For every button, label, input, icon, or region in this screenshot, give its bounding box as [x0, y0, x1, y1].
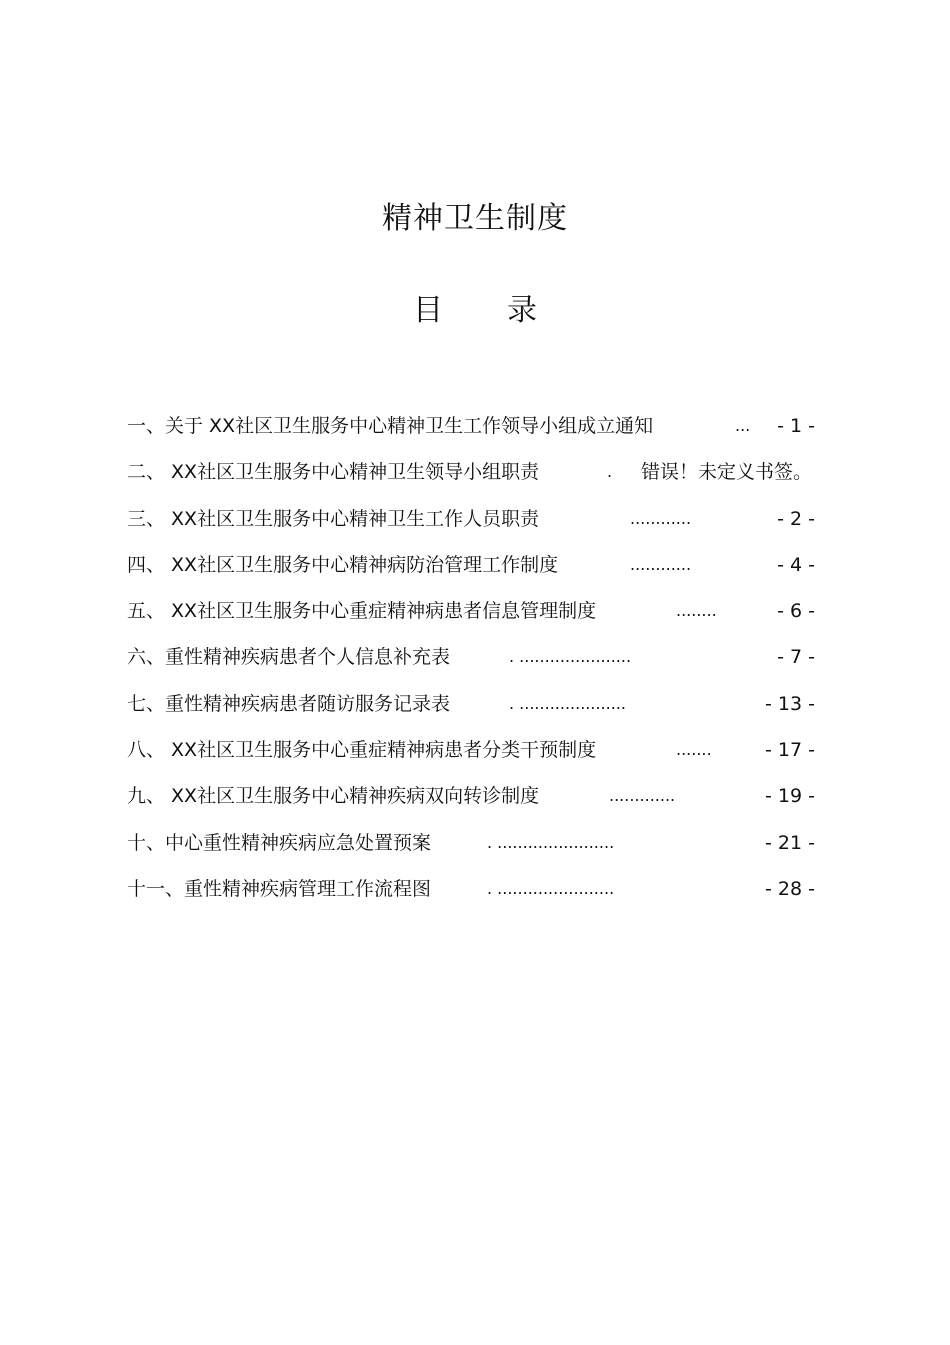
toc-dots-8: .......: [676, 740, 712, 760]
toc-page-6[interactable]: - 7 -: [777, 646, 815, 669]
toc-page-7[interactable]: - 13 -: [765, 692, 815, 715]
toc-list: [0, 405, 950, 914]
toc-heading: [0, 288, 950, 334]
toc-page-2[interactable]: 错误！未定义书签。: [640, 461, 812, 484]
toc-dots-4: ............: [630, 554, 692, 574]
toc-dots-7: . .....................: [509, 693, 626, 713]
toc-dots-5: ........: [676, 601, 717, 621]
toc-page-9[interactable]: - 19 -: [765, 785, 815, 808]
toc-entry-7[interactable]: 七、重性精神疾病患者随访服务记录表: [127, 692, 451, 715]
toc-page-4[interactable]: - 4 -: [777, 553, 815, 576]
toc-row-5[interactable]: [0, 590, 950, 636]
toc-page-8[interactable]: - 17 -: [765, 739, 815, 762]
toc-row-9[interactable]: [0, 775, 950, 821]
toc-entry-3[interactable]: 三、 XX社区卫生服务中心精神卫生工作人员职责: [127, 507, 540, 530]
toc-row-6[interactable]: [0, 636, 950, 682]
toc-entry-10[interactable]: 十、中心重性精神疾病应急处置预案: [127, 831, 432, 854]
toc-row-10[interactable]: [0, 822, 950, 868]
toc-entry-11[interactable]: 十一、重性精神疾病管理工作流程图: [127, 877, 432, 900]
toc-dots-10: . .......................: [487, 832, 615, 852]
toc-page-10[interactable]: - 21 -: [765, 831, 815, 854]
toc-heading-left: 目: [413, 293, 443, 328]
toc-row-7[interactable]: [0, 683, 950, 729]
toc-row-4[interactable]: [0, 544, 950, 590]
toc-dots-1: ...: [735, 416, 751, 435]
toc-page-3[interactable]: - 2 -: [777, 507, 815, 530]
toc-dots-9: .............: [609, 786, 676, 806]
toc-entry-4[interactable]: 四、 XX社区卫生服务中心精神病防治管理工作制度: [127, 553, 559, 576]
toc-page-5[interactable]: - 6 -: [777, 600, 815, 623]
toc-entry-2[interactable]: 二、 XX社区卫生服务中心精神卫生领导小组职责: [127, 461, 540, 484]
toc-entry-8[interactable]: 八、 XX社区卫生服务中心重症精神病患者分类干预制度: [127, 739, 597, 762]
toc-dots-11: . .......................: [487, 878, 615, 898]
toc-row-1[interactable]: [0, 405, 950, 451]
toc-dots-6: . ......................: [509, 647, 632, 667]
toc-entry-9[interactable]: 九、 XX社区卫生服务中心精神疾病双向转诊制度: [127, 785, 540, 808]
toc-row-8[interactable]: [0, 729, 950, 775]
toc-entry-6[interactable]: 六、重性精神疾病患者个人信息补充表: [127, 646, 451, 669]
toc-row-3[interactable]: [0, 498, 950, 544]
toc-page-11[interactable]: - 28 -: [765, 877, 815, 900]
toc-dots-3: ............: [630, 508, 692, 528]
toc-row-11[interactable]: [0, 868, 950, 914]
toc-dots-2: .: [607, 462, 613, 482]
toc-entry-5[interactable]: 五、 XX社区卫生服务中心重症精神病患者信息管理制度: [127, 600, 597, 623]
document-title: 精神卫生制度: [382, 201, 568, 236]
toc-row-2[interactable]: [0, 451, 950, 497]
toc-page-1[interactable]: - 1 -: [777, 415, 815, 437]
toc-heading-right: 录: [507, 293, 537, 328]
toc-entry-1[interactable]: 一、关于 XX社区卫生服务中心精神卫生工作领导小组成立通知: [127, 415, 654, 437]
